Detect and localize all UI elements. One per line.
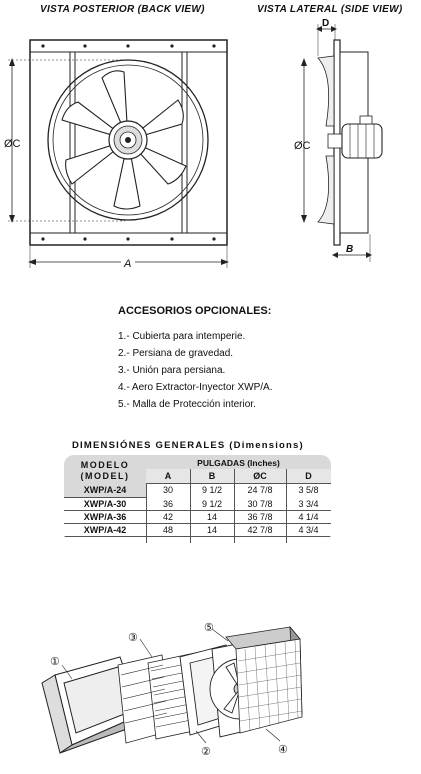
table-cell-a: 42 [162, 512, 173, 522]
table-cell-c: 24 7/8 [247, 485, 273, 495]
table-cell-a: 48 [162, 525, 173, 535]
model-header-line2: (MODEL) [80, 471, 130, 481]
col-header-d: D [305, 471, 312, 481]
col-header-a: A [164, 471, 172, 481]
side-view-drawing [290, 16, 421, 276]
table-cell-d: 3 3/4 [298, 499, 319, 509]
table-cell-c: 42 7/8 [247, 525, 273, 535]
callout-5: ⑤ [204, 622, 214, 634]
model-header-line1: MODELO [80, 460, 130, 470]
table-row-model: XWP/A-42 [83, 525, 127, 535]
table-cell-b: 9 1/2 [201, 485, 223, 495]
table-cell-b: 14 [206, 525, 217, 535]
table-cell-c: 36 7/8 [247, 512, 273, 522]
col-header-c: ØC [253, 471, 267, 481]
table-cell-b: 9 1/2 [201, 499, 223, 509]
dim-d-label: D [322, 18, 330, 29]
dim-a-label: A [124, 258, 132, 270]
side-view-title: VISTA LATERAL (SIDE VIEW) [257, 4, 403, 15]
table-row-model: XWP/A-36 [83, 512, 127, 522]
table-cell-c: 30 7/8 [247, 499, 273, 509]
table-row-model: XWP/A-30 [83, 499, 127, 509]
callout-4: ④ [278, 744, 288, 756]
callout-3: ③ [128, 632, 138, 644]
table-cell-d: 4 1/4 [298, 512, 319, 522]
table-cell-b: 14 [206, 512, 217, 522]
dim-c-back-label: ØC [4, 138, 21, 150]
table-cell-a: 30 [162, 485, 173, 495]
accessory-item: 2.- Persiana de gravedad. [118, 348, 234, 359]
table-cell-d: 4 3/4 [298, 525, 319, 535]
accessory-item: 4.- Aero Extractor-Inyector XWP/A. [118, 382, 273, 393]
callout-1: ① [50, 656, 60, 668]
accessory-item: 5.- Malla de Protección interior. [118, 399, 256, 410]
accessory-item: 3.- Unión para persiana. [118, 365, 226, 376]
assembly-drawing [0, 605, 421, 774]
units-header: PULGADAS (Inches) [197, 458, 280, 468]
back-view-drawing [0, 16, 250, 276]
dimensions-title: DIMENSIÓNES GENERALES (Dimensions) [72, 440, 304, 451]
table-cell-d: 3 5/8 [298, 485, 319, 495]
dim-c-side-label: ØC [294, 140, 311, 152]
accessory-item: 1.- Cubierta para intemperie. [118, 331, 246, 342]
table-cell-a: 36 [162, 499, 173, 509]
dim-b-label: B [346, 244, 354, 255]
callout-2: ② [201, 746, 211, 758]
col-header-b: B [208, 471, 216, 481]
dimensions-table [64, 455, 331, 543]
accessories-title: ACCESORIOS OPCIONALES: [118, 305, 272, 317]
table-row-model: XWP/A-24 [83, 485, 127, 495]
back-view-title: VISTA POSTERIOR (BACK VIEW) [40, 4, 205, 15]
